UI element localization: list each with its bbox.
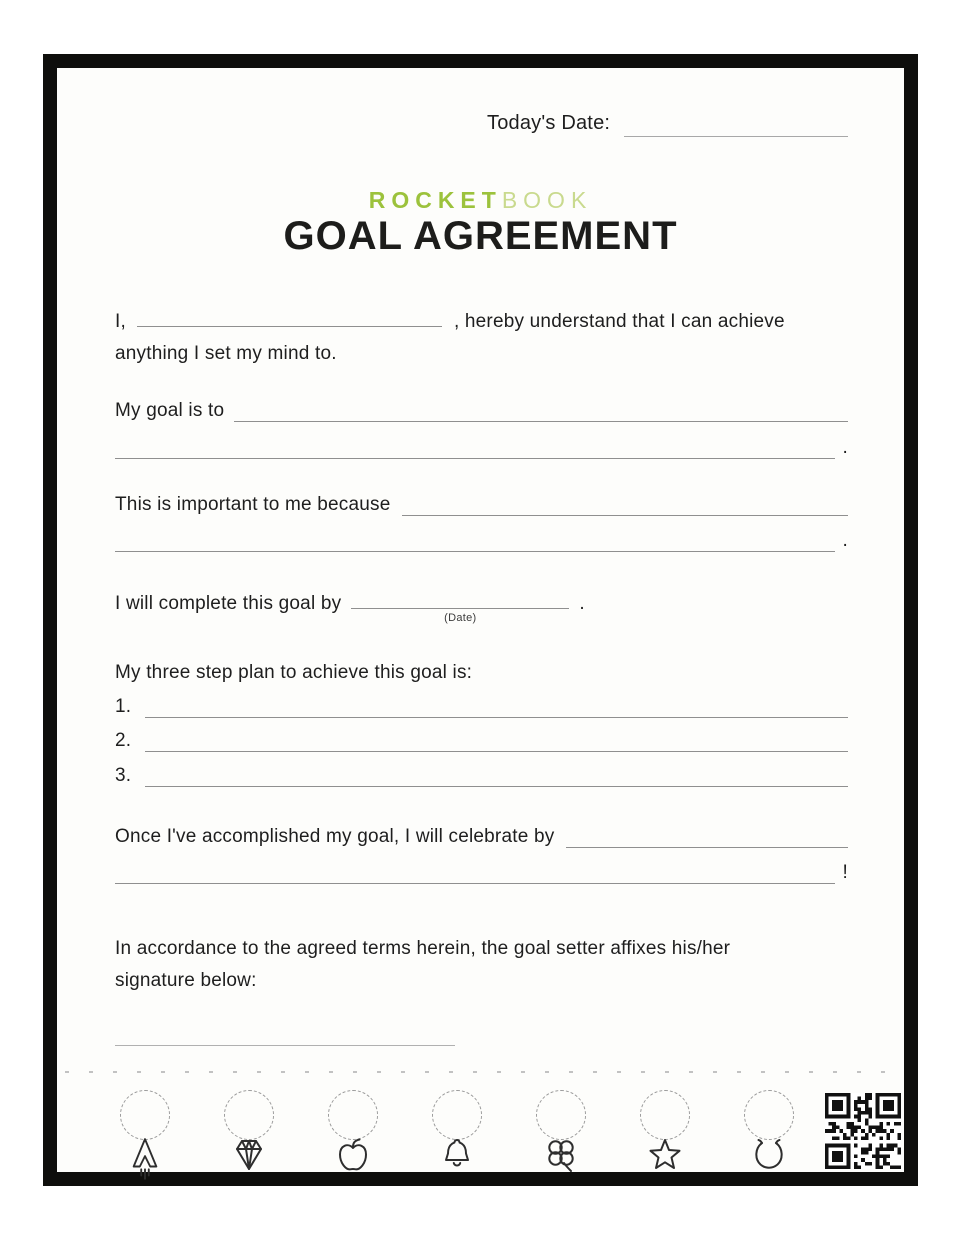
rocketbook-symbol-band: [115, 1090, 799, 1178]
star-icon: [647, 1136, 683, 1178]
symbol-column-star: [635, 1090, 695, 1178]
symbol-column-bell: [427, 1090, 487, 1178]
goal-input-line[interactable]: [234, 421, 848, 422]
goal-input-line-2[interactable]: [115, 458, 835, 459]
accordance-line1: In accordance to the agreed terms herein, the goal setter affixes his/her: [115, 938, 731, 959]
celebrate-label: Once I've accomplished my goal, I will celebrate by: [115, 826, 555, 847]
diamond-icon: [231, 1136, 267, 1178]
accordance-line2: signature below:: [115, 970, 257, 991]
step-2-number: 2.: [115, 730, 132, 751]
bell-icon: [439, 1136, 475, 1178]
logo-rocket-text: ROCKET: [368, 187, 502, 213]
step-2-input-line[interactable]: [145, 751, 848, 752]
step-3-number: 3.: [115, 765, 132, 786]
apple-icon: [335, 1136, 371, 1178]
important-input-line[interactable]: [402, 515, 848, 516]
step-1-number: 1.: [115, 696, 132, 717]
plan-step-row: [115, 691, 848, 723]
intro-suffix: , hereby understand that I can achieve: [453, 311, 785, 332]
celebrate-continuation-row: [115, 857, 848, 889]
celebrate-input-line[interactable]: [566, 847, 848, 848]
intro-line2: anything I set my mind to.: [115, 343, 337, 364]
goal-period: .: [842, 437, 848, 458]
important-row: [115, 489, 848, 521]
symbol-column-rocket: [115, 1090, 175, 1178]
plan-step-row: [115, 725, 848, 757]
important-input-line-2[interactable]: [115, 551, 835, 552]
star-mark-circle: [640, 1090, 690, 1140]
important-period: .: [842, 530, 848, 551]
bell-mark-circle: [432, 1090, 482, 1140]
complete-by-row: [115, 584, 848, 624]
symbol-column-diamond: [219, 1090, 279, 1178]
intro-statement: [115, 302, 848, 370]
goal-row: [115, 395, 848, 427]
clover-mark-circle: [536, 1090, 586, 1140]
celebrate-row: [115, 821, 848, 853]
complete-by-label: I will complete this goal by: [115, 593, 342, 614]
plan-heading: My three step plan to achieve this goal is:: [115, 662, 473, 683]
goal-label: My goal is to: [115, 400, 225, 421]
apple-mark-circle: [328, 1090, 378, 1140]
intro-prefix: I,: [115, 311, 126, 332]
important-label: This is important to me because: [115, 494, 391, 515]
symbol-column-horseshoe: [739, 1090, 799, 1178]
perforation-dashed-line: [65, 1071, 896, 1073]
complete-period: .: [579, 593, 585, 614]
step-1-input-line[interactable]: [145, 717, 848, 718]
page-title: GOAL AGREEMENT: [283, 214, 678, 258]
todays-date-input-line[interactable]: [624, 136, 848, 137]
plan-step-row: [115, 760, 848, 792]
page-border-frame: [43, 54, 918, 1186]
step-3-input-line[interactable]: [145, 786, 848, 787]
diamond-mark-circle: [224, 1090, 274, 1140]
date-hint-label: (Date): [444, 612, 477, 624]
symbol-column-apple: [323, 1090, 383, 1178]
clover-icon: [543, 1136, 579, 1178]
rocket-mark-circle: [120, 1090, 170, 1140]
accordance-statement: [115, 933, 848, 997]
horseshoe-icon: [751, 1136, 787, 1178]
goal-agreement-page: [57, 68, 904, 1172]
name-input-line[interactable]: [137, 302, 442, 327]
rocketbook-logo: [57, 187, 904, 214]
logo-book-text: BOOK: [501, 187, 593, 213]
symbol-column-clover: [531, 1090, 591, 1178]
important-continuation-row: [115, 525, 848, 557]
todays-date-label: Today's Date:: [487, 112, 611, 134]
complete-date-input-line[interactable]: [351, 584, 569, 609]
horseshoe-mark-circle: [744, 1090, 794, 1140]
qr-code: [825, 1093, 901, 1169]
celebrate-exclamation: !: [842, 862, 848, 883]
goal-continuation-row: [115, 432, 848, 464]
celebrate-input-line-2[interactable]: [115, 883, 835, 884]
rocket-icon: [128, 1136, 162, 1178]
signature-input-line[interactable]: [115, 1045, 455, 1046]
